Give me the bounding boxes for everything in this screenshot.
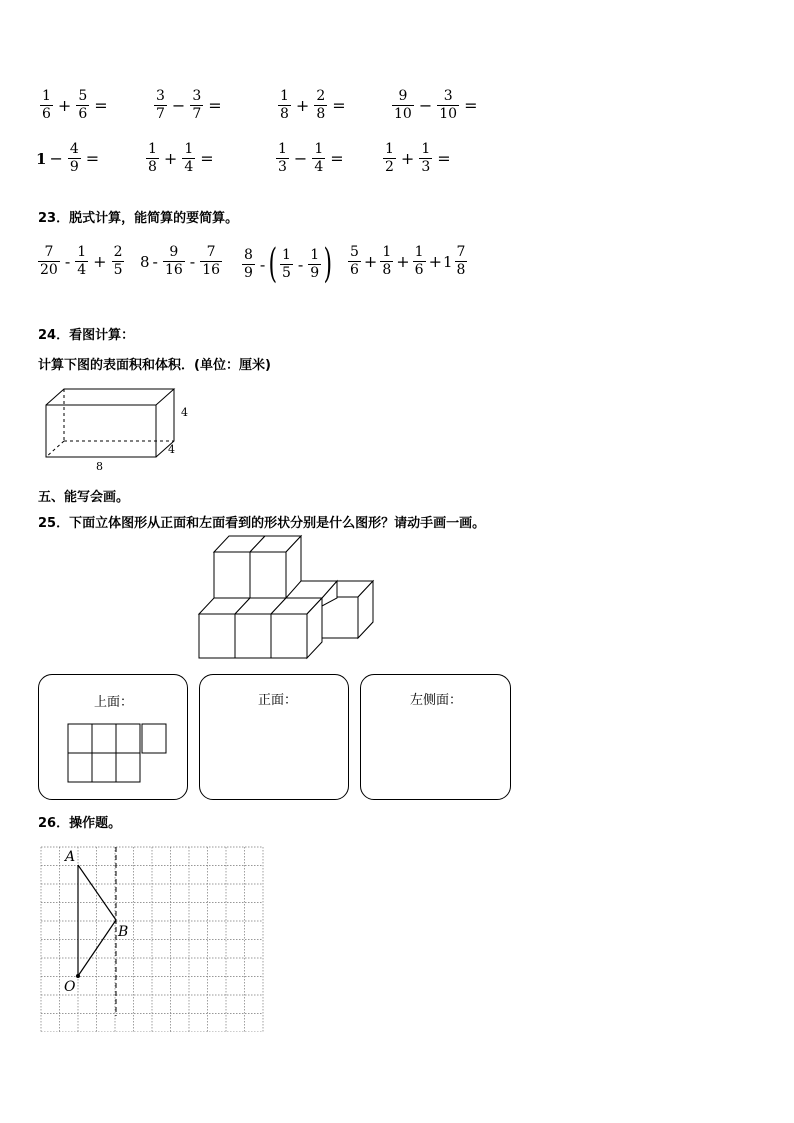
denominator: 10 <box>439 106 458 122</box>
q23-expr-3 <box>240 241 333 287</box>
segment-ab <box>78 865 116 920</box>
numerator: 1 <box>382 244 392 260</box>
point-a-label: A <box>65 849 76 865</box>
numerator: 1 <box>421 141 431 157</box>
denominator: 16 <box>202 262 221 278</box>
denominator: 4 <box>77 262 87 278</box>
view-box-top-label: 上面： <box>94 695 134 710</box>
fraction <box>38 244 60 279</box>
fraction <box>308 247 321 282</box>
numerator: 7 <box>206 244 216 260</box>
fraction <box>383 141 396 176</box>
numerator: 4 <box>69 141 79 157</box>
right-paren: ) <box>323 241 333 287</box>
whole-number: 1 <box>442 252 453 271</box>
denominator: 8 <box>382 262 392 278</box>
fraction <box>278 88 291 123</box>
equals-sign: = <box>332 96 346 115</box>
q24-subtitle: 计算下图的表面积和体积．(单位：厘米) <box>38 358 271 373</box>
fraction <box>276 141 289 176</box>
denominator: 6 <box>414 262 424 278</box>
fraction <box>348 244 361 279</box>
fraction <box>200 244 222 279</box>
equals-sign: = <box>85 149 100 168</box>
equals-sign: = <box>464 96 478 115</box>
denominator: 9 <box>244 264 253 281</box>
fraction <box>68 141 81 176</box>
numerator: 7 <box>456 244 466 260</box>
fraction <box>190 88 203 123</box>
denominator: 4 <box>184 159 194 175</box>
q26-title: 26．操作题。 <box>38 816 122 831</box>
fraction <box>154 88 167 123</box>
numerator: 1 <box>310 246 320 263</box>
view-box-left-label: 左侧面： <box>410 693 463 708</box>
denominator: 9 <box>310 264 320 281</box>
cuboid-figure <box>40 385 200 477</box>
row2-expr-4 <box>381 141 454 176</box>
cuboid-top-face <box>46 389 174 405</box>
fraction <box>182 141 195 176</box>
dim-length-label: 8 <box>96 460 103 473</box>
fraction <box>455 244 468 279</box>
fraction <box>280 247 293 282</box>
denominator: 8 <box>148 159 157 175</box>
fraction <box>413 244 426 279</box>
fraction <box>163 244 185 279</box>
fraction <box>76 88 89 123</box>
segment-bo <box>78 920 116 976</box>
whole-number: 8 <box>140 252 150 271</box>
q24-title: 24．看图计算： <box>38 328 135 343</box>
numerator: 2 <box>113 244 123 260</box>
view-box-left <box>360 674 511 800</box>
whole-number: 1 <box>36 149 47 168</box>
row1-expr-1 <box>38 88 111 123</box>
denominator: 8 <box>280 106 289 122</box>
operator: + <box>295 96 310 115</box>
fraction <box>146 141 159 176</box>
denominator: 2 <box>385 159 394 175</box>
numerator: 1 <box>184 141 194 157</box>
denominator: 8 <box>456 262 466 278</box>
numerator: 3 <box>156 88 165 104</box>
q23-expr-1 <box>36 244 126 279</box>
denominator: 7 <box>156 106 165 122</box>
left-paren: ( <box>268 241 278 287</box>
fraction <box>314 88 327 123</box>
top-view-grid <box>67 723 169 785</box>
numerator: 1 <box>280 88 289 104</box>
operator: - <box>64 252 71 271</box>
numerator: 1 <box>414 244 424 260</box>
row2-expr-1 <box>36 141 102 176</box>
section5-title: 五、能写会画。 <box>38 490 130 505</box>
denominator: 3 <box>421 159 431 175</box>
operator: − <box>49 149 63 168</box>
point-b-label: B <box>118 924 129 940</box>
row2-expr-2 <box>144 141 217 176</box>
denominator: 7 <box>192 106 202 122</box>
denominator: 5 <box>281 264 291 281</box>
coordinate-grid <box>40 846 266 1032</box>
dim-height-label: 4 <box>181 406 188 419</box>
denominator: 16 <box>164 262 183 278</box>
denominator: 3 <box>278 159 287 175</box>
view-box-front <box>199 674 349 800</box>
row1-expr-2 <box>152 88 225 123</box>
operator: − <box>293 149 308 168</box>
denominator: 20 <box>40 262 58 278</box>
fraction <box>312 141 325 176</box>
denominator: 9 <box>69 159 79 175</box>
dim-width-label: 4 <box>168 443 175 456</box>
fraction <box>380 244 393 279</box>
point-o-label: O <box>64 979 76 995</box>
equals-sign: = <box>437 149 451 168</box>
operator: + <box>428 252 442 271</box>
fraction <box>437 88 459 123</box>
triangle-aob <box>78 865 116 976</box>
operator: − <box>418 96 433 115</box>
numerator: 2 <box>316 88 326 104</box>
denominator: 6 <box>78 106 88 122</box>
cuboid-hidden-edges <box>46 389 174 457</box>
operator: + <box>400 149 415 168</box>
denominator: 8 <box>316 106 326 122</box>
q25-title: 25．下面立体图形从正面和左面看到的形状分别是什么图形？请动手画一画。 <box>38 516 486 531</box>
cube-stack-figure <box>197 534 377 660</box>
operator: - <box>297 254 304 274</box>
fraction <box>419 141 432 176</box>
denominator: 4 <box>314 159 324 175</box>
numerator: 9 <box>169 244 179 260</box>
numerator: 9 <box>398 88 408 104</box>
numerator: 1 <box>281 246 291 263</box>
numerator: 1 <box>278 141 287 157</box>
grid-lines <box>41 847 263 1032</box>
numerator: 1 <box>148 141 157 157</box>
numerator: 1 <box>77 244 87 260</box>
equals-sign: = <box>200 149 214 168</box>
numerator: 3 <box>443 88 453 104</box>
fraction <box>75 244 88 279</box>
numerator: 1 <box>314 141 324 157</box>
row1-expr-4 <box>390 88 480 123</box>
fraction <box>112 244 125 279</box>
q23-expr-2 <box>140 244 224 279</box>
view-box-front-label: 正面： <box>258 693 298 708</box>
fraction <box>242 247 255 282</box>
equals-sign: = <box>208 96 222 115</box>
numerator: 7 <box>44 244 54 260</box>
operator: + <box>163 149 178 168</box>
point-o-dot <box>76 974 80 978</box>
denominator: 6 <box>42 106 51 122</box>
row1-expr-3 <box>276 88 349 123</box>
fraction <box>392 88 414 123</box>
operator: - <box>259 254 266 274</box>
operator: + <box>93 252 107 271</box>
numerator: 1 <box>385 141 394 157</box>
denominator: 10 <box>394 106 412 122</box>
operator: + <box>396 252 410 271</box>
equals-sign: = <box>330 149 344 168</box>
operator: − <box>171 96 186 115</box>
q23-title: 23．脱式计算，能简算的要简算。 <box>38 211 239 226</box>
operator: + <box>57 96 72 115</box>
numerator: 3 <box>192 88 202 104</box>
denominator: 6 <box>350 262 359 278</box>
numerator: 8 <box>244 246 253 263</box>
row2-expr-3 <box>274 141 347 176</box>
operator: - <box>189 252 196 271</box>
operator: + <box>363 252 378 271</box>
operator: - <box>152 252 158 271</box>
q23-expr-4 <box>346 244 469 279</box>
view-box-top <box>38 674 188 800</box>
denominator: 5 <box>113 262 123 278</box>
cuboid-front-face <box>46 405 156 457</box>
equals-sign: = <box>94 96 108 115</box>
numerator: 5 <box>78 88 88 104</box>
fraction <box>40 88 53 123</box>
numerator: 5 <box>350 244 359 260</box>
numerator: 1 <box>42 88 51 104</box>
